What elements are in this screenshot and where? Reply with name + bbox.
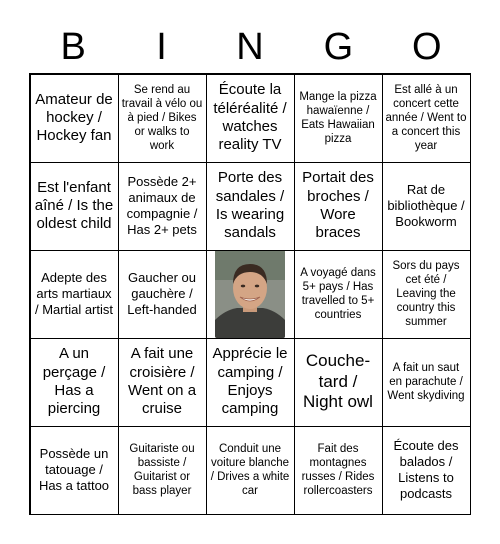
header-letter-n: N: [236, 26, 264, 68]
bingo-cell-r1c5[interactable]: Est allé à un concert cette année / Went to a concert this year: [382, 74, 471, 163]
bingo-header: [29, 22, 471, 72]
bingo-cell-r5c1[interactable]: Possède un tatouage / Has a tattoo: [30, 426, 119, 515]
bingo-cell-r3c2[interactable]: Gaucher ou gauchère / Left-handed: [118, 250, 207, 339]
bingo-cell-r4c5[interactable]: A fait un saut en parachute / Went skydiving: [382, 338, 471, 427]
header-letter-b: B: [60, 26, 86, 68]
bingo-cell-r4c1[interactable]: A un perçage / Has a piercing: [30, 338, 119, 427]
bingo-cell-r3c5[interactable]: Sors du pays cet été / Leaving the country this summer: [382, 250, 471, 339]
bingo-cell-r2c5[interactable]: Rat de bibliothèque / Bookworm: [382, 162, 471, 251]
free-space-cell[interactable]: [206, 250, 295, 339]
bingo-cell-r4c4[interactable]: Couche-tard / Night owl: [294, 338, 383, 427]
bingo-card-grid: [29, 73, 471, 515]
bingo-cell-r2c4[interactable]: Portait des broches / Wore braces: [294, 162, 383, 251]
free-space-photo: [215, 250, 285, 338]
bingo-cell-r2c3[interactable]: Porte des sandales / Is wearing sandals: [206, 162, 295, 251]
bingo-cell-r2c1[interactable]: Est l'enfant aîné / Is the oldest child: [30, 162, 119, 251]
bingo-cell-r5c5[interactable]: Écoute des balados / Listens to podcasts: [382, 426, 471, 515]
header-letter-o: O: [411, 26, 442, 68]
bingo-cell-r4c3[interactable]: Apprécie le camping / Enjoys camping: [206, 338, 295, 427]
bingo-cell-r2c2[interactable]: Possède 2+ animaux de compagnie / Has 2+ pets: [118, 162, 207, 251]
bingo-cell-r5c3[interactable]: Conduit une voiture blanche / Drives a white car: [206, 426, 295, 515]
bingo-cell-r3c1[interactable]: Adepte des arts martiaux / Martial artist: [30, 250, 119, 339]
header-letter-i: I: [156, 26, 167, 68]
portrait-image: [215, 250, 285, 338]
bingo-cell-r4c2[interactable]: A fait une croisière / Went on a cruise: [118, 338, 207, 427]
bingo-cell-r1c4[interactable]: Mange la pizza hawaïenne / Eats Hawaiian pizza: [294, 74, 383, 163]
bingo-cell-r1c3[interactable]: Écoute la téléréalité / watches reality TV: [206, 74, 295, 163]
bingo-cell-r5c2[interactable]: Guitariste ou bassiste / Guitarist or bass player: [118, 426, 207, 515]
bingo-cell-r1c2[interactable]: Se rend au travail à vélo ou à pied / Bikes or walks to work: [118, 74, 207, 163]
bingo-cell-r1c1[interactable]: Amateur de hockey / Hockey fan: [30, 74, 119, 163]
bingo-cell-r3c4[interactable]: A voyagé dans 5+ pays / Has travelled to 5+ countries: [294, 250, 383, 339]
header-letter-g: G: [323, 26, 354, 68]
bingo-cell-r5c4[interactable]: Fait des montagnes russes / Rides rollercoasters: [294, 426, 383, 515]
